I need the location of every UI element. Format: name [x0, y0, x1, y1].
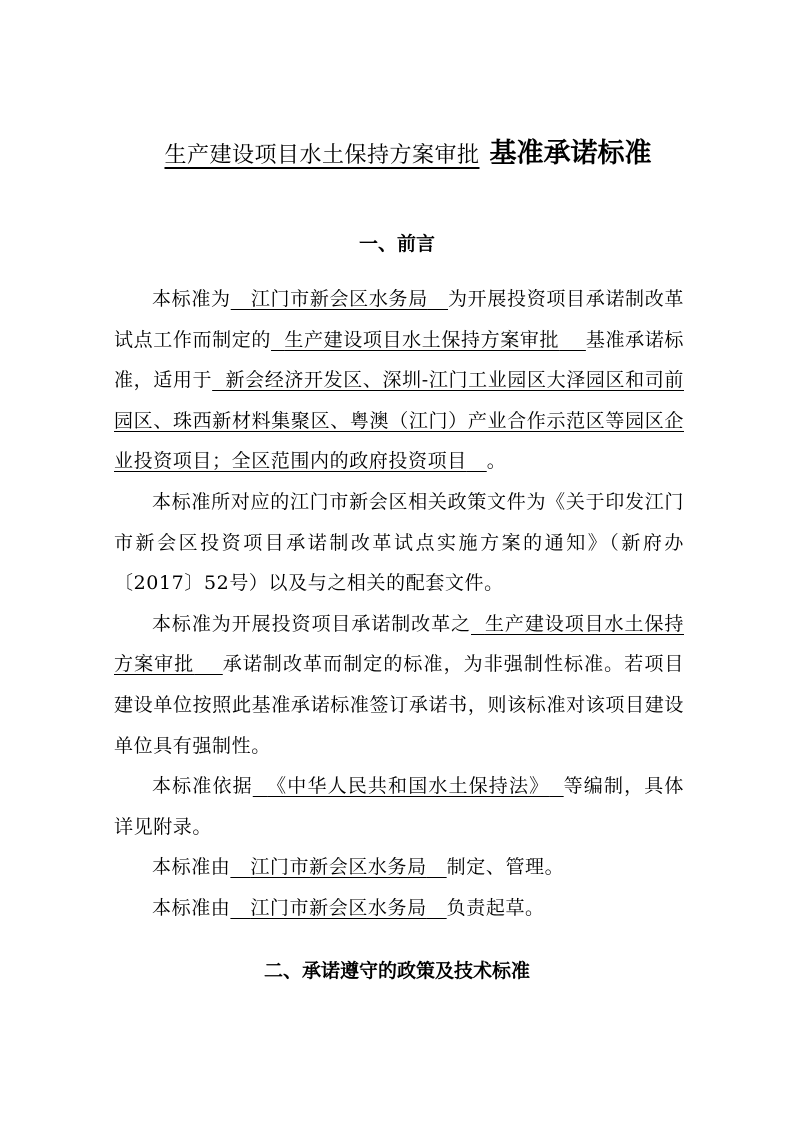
p3-text-a: 本标准为开展投资项目承诺制改革之: [152, 612, 471, 635]
p4-underlined-law: [253, 775, 564, 797]
p4-law: 《中华人民共和国水土保持法》: [267, 775, 550, 798]
p4-text-a: 本标准依据: [152, 775, 253, 798]
p5-underlined-agency: [230, 856, 446, 878]
document-body: [114, 279, 684, 929]
p6-agency: 江门市新会区水务局: [250, 896, 427, 919]
section-heading-preface: 一、前言: [358, 233, 435, 255]
p1-text-e: 基准承诺标准，适用于: [114, 328, 684, 392]
p1-text-g: 。: [486, 450, 507, 473]
paragraph-policy: 本标准所对应的江门市新会区相关政策文件为《关于印发江门市新会区投资项目承诺制改革试点实施方案的通知》（新府办〔2017〕52号）以及与之相关的配套文件。: [114, 490, 684, 595]
p3-item: 生产建设项目水土保持方案审批: [114, 612, 684, 676]
p4-text-c: 等编制，具体详见附录。: [114, 775, 685, 838]
section-heading-policies: 二、承诺遵守的政策及技术标准: [263, 960, 530, 982]
p6-text-a: 本标准由: [152, 896, 231, 919]
p1-text-c: 为开展投资项目承诺制改革试点工作而制定的: [114, 288, 685, 351]
paragraph-drafting: [114, 888, 684, 929]
p1-agency: 江门市新会区水务局: [250, 288, 428, 310]
paragraph-scope: [114, 279, 684, 482]
p1-underlined-agency: [231, 288, 448, 310]
paragraph-basis: [114, 766, 684, 847]
paragraph-management: [114, 847, 684, 888]
p6-underlined-agency: [230, 897, 446, 919]
paragraph-nature: [114, 604, 684, 766]
p5-text-a: 本标准由: [152, 856, 231, 879]
p3-text-c: 承诺制改革而制定的标准，为非强制性标准。若项目建设单位按照此基准承诺标准签订承诺书，则该标准对该项目建设单位具有强制性。: [114, 653, 684, 757]
document-title: [0, 134, 794, 177]
p1-underlined-item: [271, 329, 586, 351]
p5-text-c: 制定、管理。: [446, 856, 565, 879]
p1-text-a: 本标准为: [152, 288, 231, 310]
p1-scope: 新会经济开发区、深圳-江门工业园区大泽园区和司前园区、珠西新材料集聚区、粤澳（江门）产业合作示范区等园区企业投资项目；全区范围内的政府投资项目: [114, 369, 684, 473]
p5-agency: 江门市新会区水务局: [250, 856, 427, 879]
p1-item: 生产建设项目水土保持方案审批: [284, 328, 560, 351]
title-underlined-part: 生产建设项目水土保持方案审批: [164, 143, 480, 168]
title-main-part: 基准承诺标准: [489, 138, 652, 169]
p6-text-c: 负责起草。: [446, 896, 545, 919]
